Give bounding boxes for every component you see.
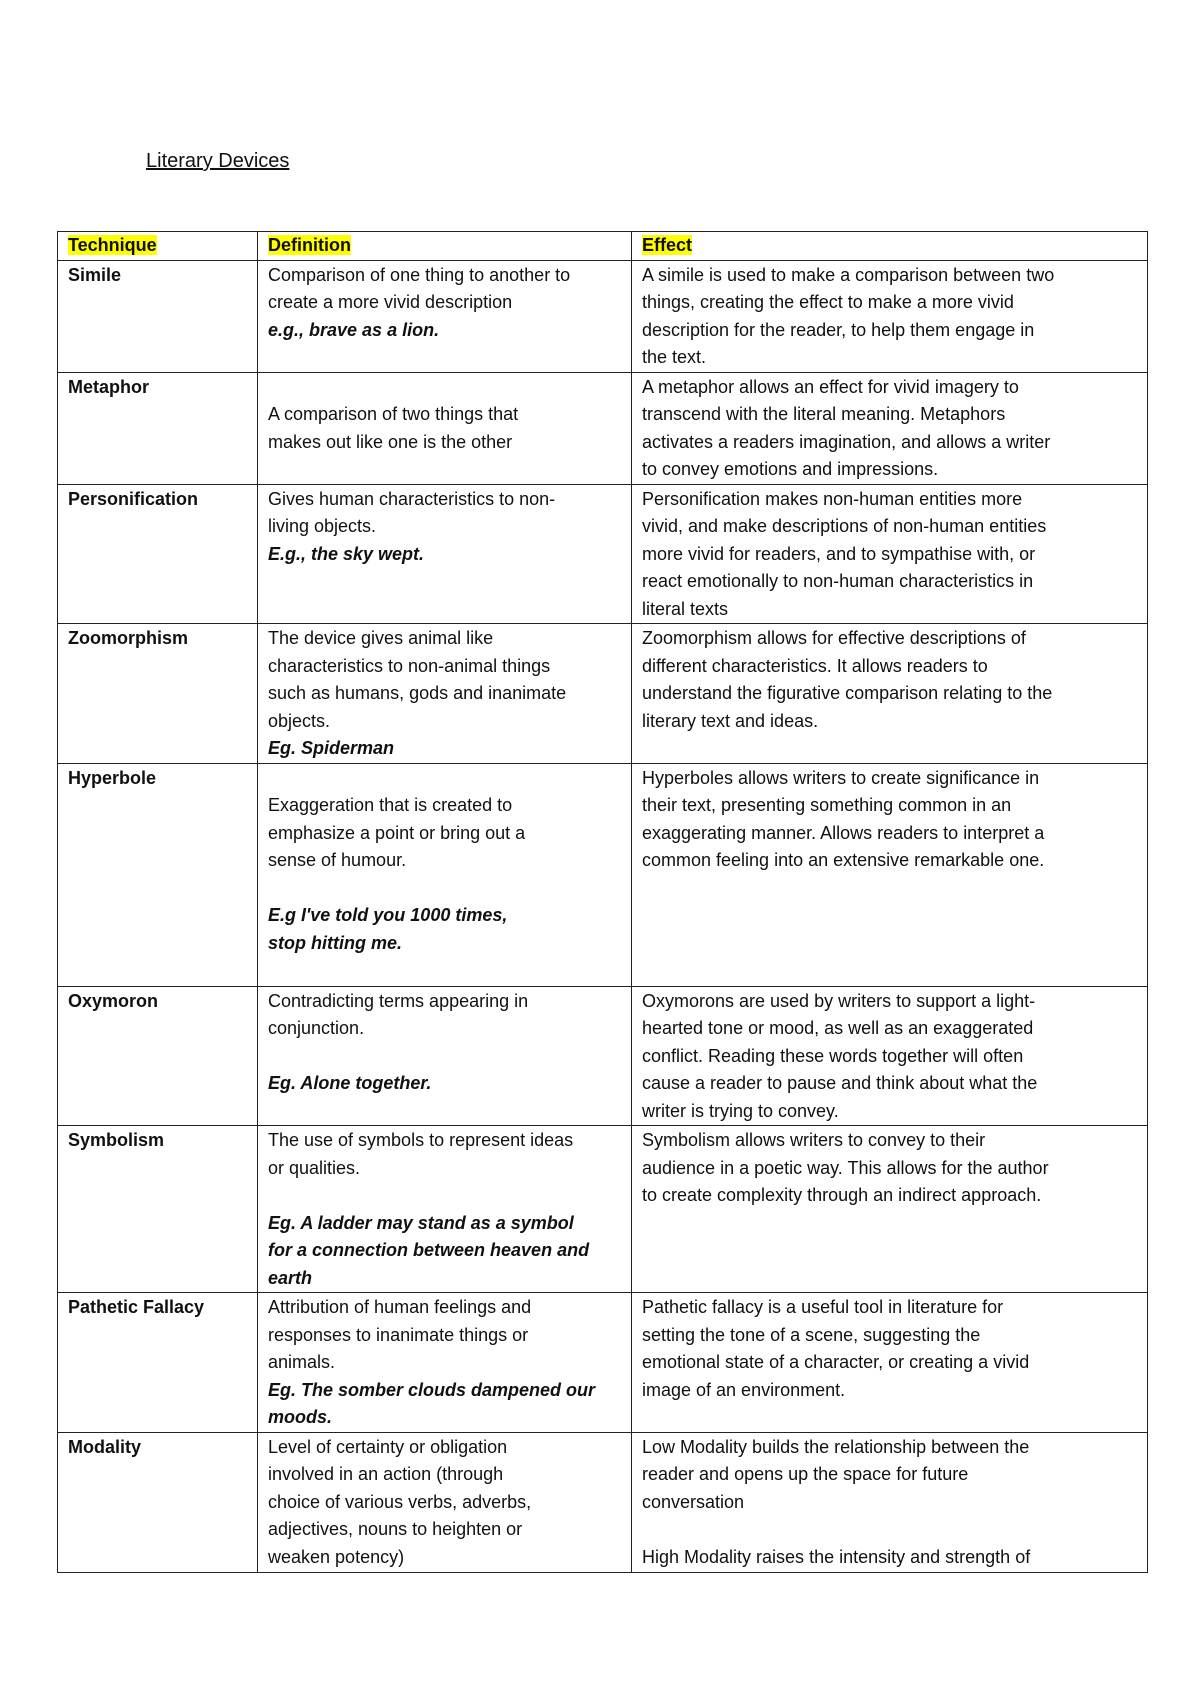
effect-line: Hyperboles allows writers to create significance in (642, 767, 1040, 788)
example-text: moods. (268, 1407, 333, 1427)
example-text: E.g., the sky wept. (268, 543, 425, 564)
definition-line: Level of certainty or obligation (268, 1436, 508, 1457)
effect-line: conversation (642, 1491, 745, 1512)
definition-line: Comparison of one thing to another to (268, 264, 571, 285)
definition-line: responses to inanimate things or (268, 1324, 529, 1345)
example-text: e.g., brave as a lion. (268, 319, 440, 340)
definition-line: emphasize a point or bring out a (268, 822, 526, 843)
definition-line: A comparison of two things that (268, 404, 519, 424)
page-title: Literary Devices (146, 150, 290, 172)
table-row (58, 260, 1148, 372)
definition-line: involved in an action (through (268, 1464, 504, 1484)
technique-cell: Personification (58, 484, 258, 624)
effect-line: Oxymorons are used by writers to support a light- (642, 990, 1036, 1011)
effect-line: description for the reader, to help them engage in (642, 319, 1035, 340)
definition-cell (258, 260, 632, 372)
effect-cell (632, 1432, 1148, 1572)
effect-line: more vivid for readers, and to sympathise with, or (642, 543, 1036, 564)
effect-line: activates a readers imagination, and allows a writer (642, 431, 1051, 452)
definition-line: or qualities. (268, 1157, 361, 1178)
effect-line: different characteristics. It allows readers to (642, 655, 988, 676)
header-effect (632, 232, 1148, 261)
effect-cell (632, 484, 1148, 624)
table-row (58, 484, 1148, 624)
effect-line: Personification makes non-human entities more (642, 488, 1023, 509)
effect-line: reader and opens up the space for future (642, 1464, 969, 1484)
effect-line: transcend with the literal meaning. Metaphors (642, 404, 1006, 424)
definition-line: The device gives animal like (268, 628, 494, 648)
example-text: Eg. The somber clouds dampened our (268, 1379, 596, 1400)
definition-cell (258, 986, 632, 1126)
table-row (58, 1293, 1148, 1433)
example-text: Eg. A ladder may stand as a symbol (268, 1212, 574, 1233)
definition-cell (258, 372, 632, 484)
definition-cell (258, 1293, 632, 1433)
technique-cell: Pathetic Fallacy (58, 1293, 258, 1433)
header-row (58, 232, 1148, 261)
effect-line: High Modality raises the intensity and strength of (642, 1546, 1031, 1567)
definition-line: objects. (268, 710, 331, 731)
definition-line: weaken potency) (268, 1546, 405, 1567)
effect-line: to convey emotions and impressions. (642, 459, 939, 479)
effect-line: cause a reader to pause and think about what the (642, 1073, 1038, 1093)
technique-cell: Oxymoron (58, 986, 258, 1126)
effect-line: Symbolism allows writers to convey to their (642, 1130, 986, 1150)
definition-cell (258, 624, 632, 764)
effect-line: Low Modality builds the relationship between the (642, 1436, 1030, 1457)
table-row (58, 986, 1148, 1126)
effect-line: to create complexity through an indirect approach. (642, 1185, 1042, 1205)
effect-line: setting the tone of a scene, suggesting the (642, 1324, 981, 1345)
example-text: for a connection between heaven and (268, 1240, 590, 1260)
effect-cell (632, 763, 1148, 986)
definition-line: Contradicting terms appearing in (268, 990, 529, 1011)
effect-cell (632, 624, 1148, 764)
definition-cell (258, 1126, 632, 1293)
effect-cell (632, 1126, 1148, 1293)
definition-cell (258, 763, 632, 986)
effect-line: A simile is used to make a comparison between two (642, 264, 1055, 285)
table-row (58, 1432, 1148, 1572)
definition-cell (258, 1432, 632, 1572)
example-text: earth (268, 1267, 313, 1288)
header-effect-label: Effect (642, 235, 693, 255)
effect-line: Pathetic fallacy is a useful tool in literature for (642, 1297, 1004, 1317)
table-row (58, 624, 1148, 764)
example-text: Eg. Spiderman (268, 738, 395, 758)
definition-line: create a more vivid description (268, 292, 513, 312)
effect-cell (632, 1293, 1148, 1433)
effect-line: audience in a poetic way. This allows for the author (642, 1157, 1049, 1178)
definition-line: Exaggeration that is created to (268, 795, 513, 815)
literary-devices-table (57, 231, 1148, 1573)
effect-line: literal texts (642, 598, 729, 619)
definition-line: Attribution of human feelings and (268, 1297, 532, 1317)
table-row (58, 763, 1148, 986)
example-text: stop hitting me. (268, 932, 402, 953)
definition-line: sense of humour. (268, 850, 407, 870)
header-definition-label: Definition (268, 235, 351, 255)
technique-cell: Hyperbole (58, 763, 258, 986)
definition-line: living objects. (268, 516, 377, 536)
effect-line: conflict. Reading these words together will often (642, 1045, 1024, 1066)
definition-line: animals. (268, 1352, 336, 1372)
definition-line: makes out like one is the other (268, 431, 513, 452)
effect-line: image of an environment. (642, 1379, 846, 1400)
definition-line: such as humans, gods and inanimate (268, 683, 567, 703)
effect-line: things, creating the effect to make a more vivid (642, 292, 1014, 312)
definition-cell (258, 484, 632, 624)
definition-line: adjectives, nouns to heighten or (268, 1519, 523, 1539)
technique-cell: Modality (58, 1432, 258, 1572)
definition-line: choice of various verbs, adverbs, (268, 1491, 532, 1512)
table-row (58, 372, 1148, 484)
effect-line: common feeling into an extensive remarkable one. (642, 850, 1045, 870)
effect-cell (632, 260, 1148, 372)
definition-line: characteristics to non-animal things (268, 655, 551, 676)
header-technique-label: Technique (68, 235, 157, 255)
effect-line: the text. (642, 347, 707, 367)
table-row (58, 1126, 1148, 1293)
effect-line: Zoomorphism allows for effective descriptions of (642, 628, 1026, 648)
technique-cell: Symbolism (58, 1126, 258, 1293)
effect-line: emotional state of a character, or creating a vivid (642, 1352, 1030, 1372)
effect-line: exaggerating manner. Allows readers to interpret a (642, 822, 1045, 843)
effect-line: their text, presenting something common in an (642, 795, 1012, 815)
effect-line: vivid, and make descriptions of non-human entities (642, 516, 1047, 536)
effect-line: understand the figurative comparison relating to the (642, 683, 1053, 703)
effect-line: react emotionally to non-human characteristics in (642, 571, 1034, 591)
definition-line: Gives human characteristics to non- (268, 488, 556, 509)
technique-cell: Zoomorphism (58, 624, 258, 764)
effect-line: hearted tone or mood, as well as an exaggerated (642, 1018, 1034, 1038)
technique-cell: Simile (58, 260, 258, 372)
header-definition (258, 232, 632, 261)
effect-line: literary text and ideas. (642, 710, 819, 731)
example-text: Eg. Alone together. (268, 1073, 432, 1093)
effect-cell (632, 986, 1148, 1126)
example-text: E.g I've told you 1000 times, (268, 905, 508, 925)
definition-line: The use of symbols to represent ideas (268, 1130, 574, 1150)
effect-cell (632, 372, 1148, 484)
definition-line: conjunction. (268, 1018, 365, 1038)
header-technique (58, 232, 258, 261)
effect-line: writer is trying to convey. (642, 1100, 839, 1121)
effect-line: A metaphor allows an effect for vivid imagery to (642, 376, 1019, 397)
technique-cell: Metaphor (58, 372, 258, 484)
